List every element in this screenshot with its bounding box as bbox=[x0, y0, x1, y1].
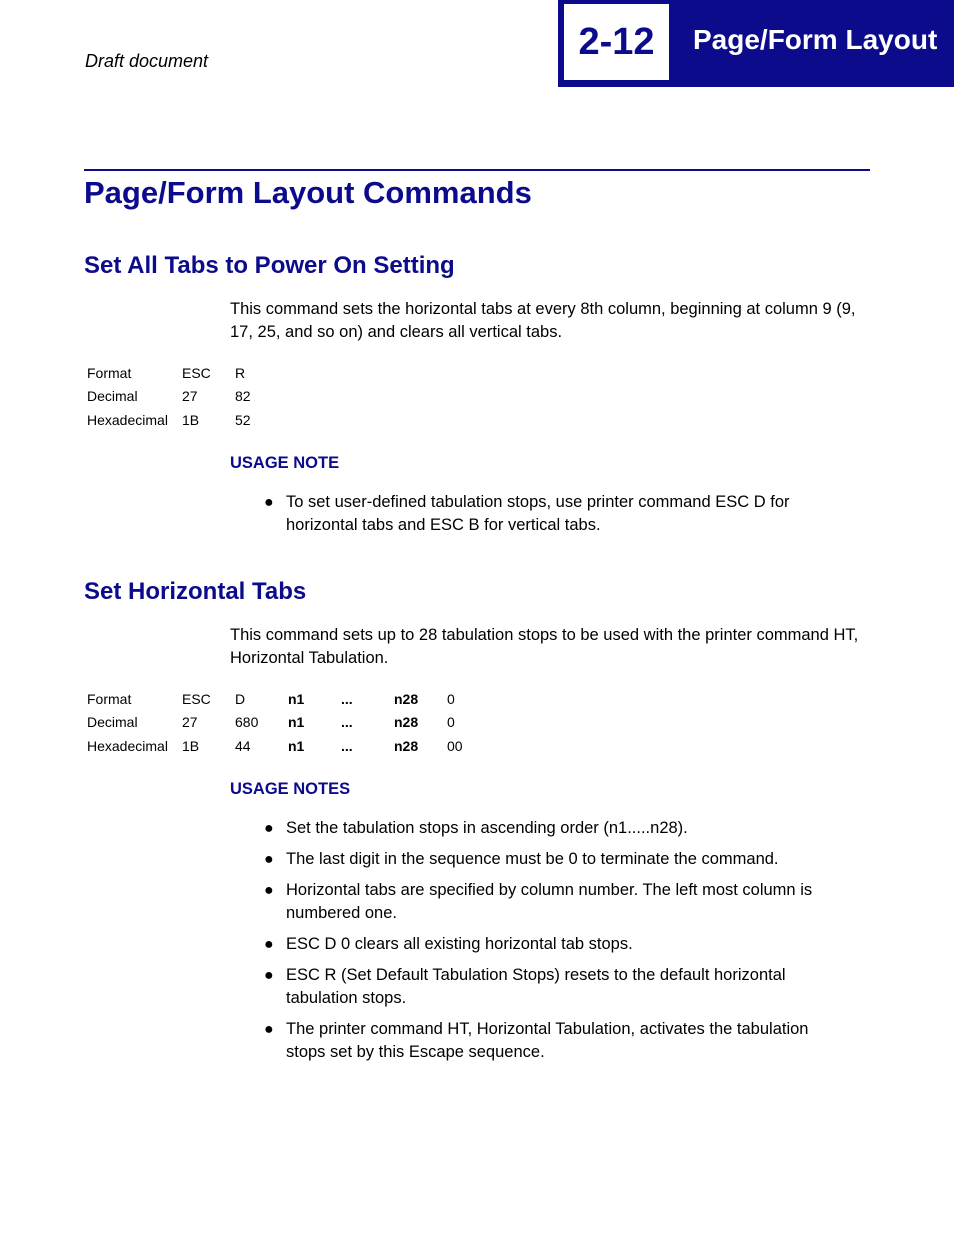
table-cell: ESC bbox=[182, 690, 211, 707]
bullet-icon: ● bbox=[264, 851, 274, 868]
usage-notes-list bbox=[262, 491, 852, 545]
table-cell: Hexadecimal bbox=[87, 411, 168, 428]
table-cell: n1 bbox=[288, 714, 305, 731]
table-cell: n28 bbox=[394, 690, 419, 707]
usage-note-label: USAGE NOTE bbox=[230, 454, 340, 472]
command-table bbox=[84, 361, 288, 432]
table-cell: Format bbox=[87, 364, 132, 381]
table-row bbox=[84, 385, 288, 409]
table-cell: 00 bbox=[447, 737, 463, 754]
table-cell: Hexadecimal bbox=[87, 737, 168, 754]
section-heading: Set All Tabs to Power On Setting bbox=[84, 252, 455, 279]
table-row bbox=[84, 711, 487, 735]
list-item: ● ESC R (Set Default Tabulation Stops) resets to the default horizontal tabulation stops. bbox=[264, 966, 786, 1007]
table-cell: 0 bbox=[447, 690, 455, 707]
command-table bbox=[84, 687, 487, 758]
table-cell: 1B bbox=[182, 737, 200, 754]
table-cell: 82 bbox=[235, 388, 251, 405]
table-cell: D bbox=[235, 690, 246, 707]
table-cell: 680 bbox=[235, 714, 259, 731]
table-cell: Format bbox=[87, 690, 132, 707]
bullet-icon: ● bbox=[264, 494, 274, 511]
table-cell: n1 bbox=[288, 690, 305, 707]
bullet-icon: ● bbox=[264, 820, 274, 837]
table-cell: 1B bbox=[182, 411, 200, 428]
table-cell: n28 bbox=[394, 714, 419, 731]
table-cell: ... bbox=[341, 737, 353, 754]
list-item: ● Horizontal tabs are specified by column number. The left most column is numbered one. bbox=[264, 881, 813, 922]
table-cell: 27 bbox=[182, 388, 198, 405]
section-description: This command sets up to 28 tabulation stops to be used with the printer command HT, Horizontal Tabulation. bbox=[230, 626, 859, 667]
draft-label: Draft document bbox=[85, 51, 209, 71]
table-cell: n28 bbox=[394, 737, 419, 754]
table-cell: ... bbox=[341, 690, 353, 707]
table-cell: 27 bbox=[182, 714, 198, 731]
table-cell: Decimal bbox=[87, 714, 138, 731]
usage-notes-list bbox=[262, 817, 852, 1072]
section-heading: Set Horizontal Tabs bbox=[84, 578, 307, 605]
table-row bbox=[84, 408, 288, 432]
page-title: Page/Form Layout Commands bbox=[84, 175, 532, 210]
chapter-title: Page/Form Layout bbox=[693, 24, 938, 55]
table-cell: 0 bbox=[447, 714, 455, 731]
bullet-icon: ● bbox=[264, 936, 274, 953]
table-cell: R bbox=[235, 364, 246, 381]
table-row bbox=[84, 734, 487, 758]
table-row bbox=[84, 361, 288, 385]
table-cell: 52 bbox=[235, 411, 251, 428]
bullet-icon: ● bbox=[264, 1021, 274, 1038]
table-cell: Decimal bbox=[87, 388, 138, 405]
table-cell: n1 bbox=[288, 737, 305, 754]
list-item: ● Set the tabulation stops in ascending order (n1.....n28). bbox=[262, 817, 852, 840]
table-cell: ... bbox=[341, 714, 353, 731]
list-item: ● ESC D 0 clears all existing horizontal tab stops. bbox=[262, 933, 852, 956]
table-cell: ESC bbox=[182, 364, 211, 381]
title-rule bbox=[84, 169, 870, 171]
page-number: 2-12 bbox=[564, 4, 669, 80]
section-description: This command sets the horizontal tabs at every 8th column, beginning at column 9 (9, 17, 25, and so on) and clears all vertical tabs. bbox=[230, 300, 856, 341]
table-row bbox=[84, 687, 487, 711]
bullet-icon: ● bbox=[264, 882, 274, 899]
list-item: ● The printer command HT, Horizontal Tabulation, activates the tabulation stops set by this Escape sequence. bbox=[264, 1020, 809, 1061]
bullet-icon: ● bbox=[264, 967, 274, 984]
list-item: ● To set user-defined tabulation stops, use printer command ESC D for horizontal tabs and ESC B for vertical tabs. bbox=[264, 493, 790, 534]
usage-notes-label: USAGE NOTES bbox=[230, 780, 351, 798]
table-cell: 44 bbox=[235, 737, 251, 754]
list-item: ● The last digit in the sequence must be 0 to terminate the command. bbox=[262, 848, 852, 871]
